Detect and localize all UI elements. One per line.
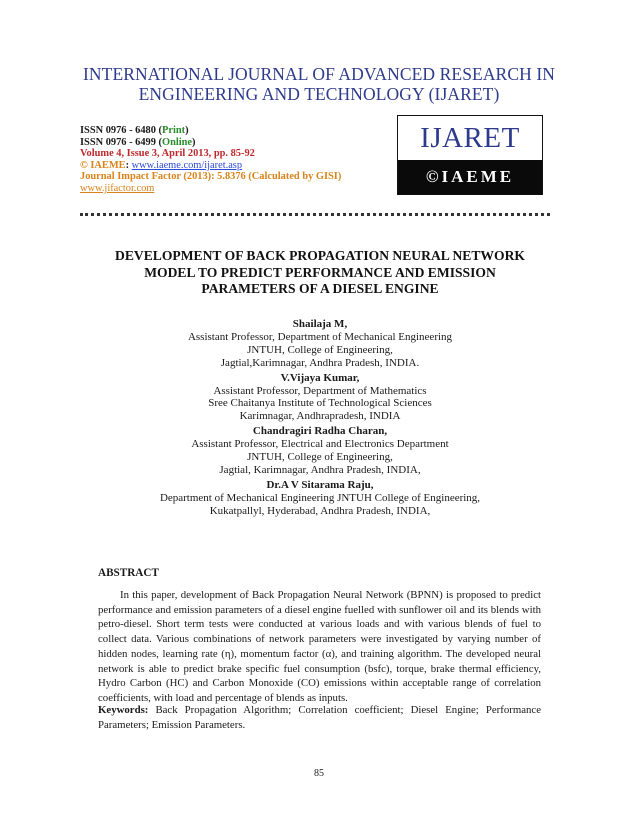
volume-info: Volume 4, Issue 3, April 2013, pp. 85-92: [80, 148, 255, 160]
author-affiliation: Sree Chaitanya Institute of Technological Sciences: [208, 397, 432, 410]
ijaret-logo: [397, 115, 543, 195]
paper-title-line2: MODEL TO PREDICT PERFORMANCE AND EMISSION: [144, 264, 496, 280]
author-block: [100, 425, 540, 477]
author-affiliation: Assistant Professor, Department of Mechanical Engineering: [187, 330, 453, 343]
paper-title-line3: PARAMETERS OF A DIESEL ENGINE: [201, 281, 439, 296]
impact-factor: Journal Impact Factor (2013): 5.8376 (Calculated by GISI): [80, 171, 342, 183]
author-affiliation: Department of Mechanical Engineering JNTUH College of Engineering,: [159, 491, 481, 504]
author-affiliation: JNTUH, College of Engineering,: [247, 451, 393, 464]
paper-title-line1: DEVELOPMENT OF BACK PROPAGATION NEURAL NETWORK: [115, 248, 525, 263]
issn-online: ISSN 0976 - 6499 (Online): [80, 136, 196, 148]
abstract-text: In this paper, development of Back Propagation Neural Network (BPNN) is proposed to predict performance and emission parameters of a diesel engine fuelled with sunflower oil and its blends with petro-diesel. Short term tests were conducted at various loads and with various blends of fuel to collect data. Various combinations of network parameters were investigated by varying number of hidden nodes, learning rate (η), momentum factor (α), and training algorithm. The developed neural network is able to predict brake specific fuel consumption (bsfc), torque, brake thermal efficiency, Hydro Carbon (HC) and Carbon Monoxide (CO) emissions within acceptable range of correlation coefficients, with load and percentage of blends as inputs.: [98, 589, 541, 704]
jifactor-link[interactable]: www.jifactor.com: [80, 182, 155, 194]
author-block: [100, 479, 540, 518]
iaeme-label: © IAEME: [80, 159, 126, 171]
journal-title-line1: INTERNATIONAL JOURNAL OF ADVANCED RESEARCH IN: [83, 64, 555, 84]
iaeme-line: © IAEME: www.iaeme.com/ijaret.asp: [80, 159, 243, 171]
author-block: [100, 372, 540, 424]
iaeme-link[interactable]: www.iaeme.com/ijaret.asp: [131, 159, 243, 171]
issn-print-type: Print: [161, 125, 186, 136]
journal-title: [40, 64, 598, 104]
dotted-divider: [80, 213, 550, 216]
author-affiliation: Jagtial, Karimnagar, Andhra Pradesh, INDIA,: [219, 463, 421, 476]
issn-online-type: Online: [161, 136, 193, 148]
author-affiliation: JNTUH, College of Engineering,: [247, 343, 393, 356]
author-affiliation: Kukatpallyl, Hyderabad, Andhra Pradesh, INDIA,: [209, 504, 431, 517]
paper-title: [90, 248, 550, 298]
keywords: [98, 703, 541, 732]
author-name: Shailaja M,: [292, 318, 348, 330]
author-affiliation: Jagtial,Karimnagar, Andhra Pradesh, INDIA.: [220, 356, 420, 369]
author-affiliation: Assistant Professor, Electrical and Electronics Department: [191, 438, 449, 451]
jifactor-line: [80, 183, 400, 195]
author-block: [100, 318, 540, 370]
author-name: V.Vijaya Kumar,: [280, 371, 360, 384]
author-affiliation: Assistant Professor, Department of Mathematics: [213, 384, 427, 397]
logo-iaeme: ©IAEME: [398, 160, 542, 194]
author-affiliation: Karimnagar, Andhrapradesh, INDIA: [239, 410, 401, 423]
issn-print: ISSN 0976 - 6480 (Print): [80, 125, 189, 136]
logo-title: IJARET: [420, 121, 520, 154]
keywords-label: Keywords:: [98, 704, 149, 716]
journal-info: [80, 125, 400, 195]
keywords-text: Back Propagation Algorithm; Correlation coefficient; Diesel Engine; Performance Parameters; Emission Parameters.: [98, 704, 541, 731]
abstract-heading: ABSTRACT: [98, 567, 159, 579]
author-name: Chandragiri Radha Charan,: [252, 425, 388, 438]
journal-title-line2: ENGINEERING AND TECHNOLOGY (IJARET): [138, 84, 500, 104]
author-name: Dr.A V Sitarama Raju,: [266, 478, 374, 491]
authors: [100, 318, 540, 518]
page-number: 85: [314, 768, 324, 779]
